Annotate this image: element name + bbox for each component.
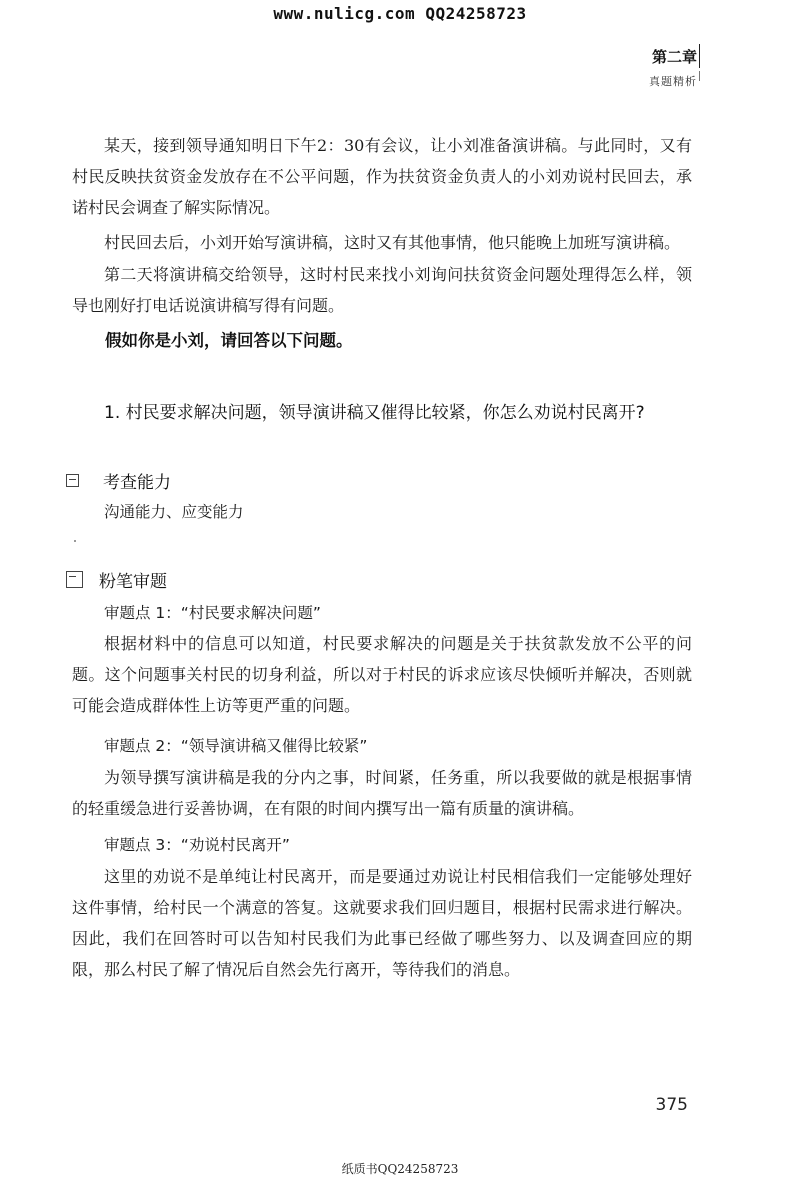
section-square-icon xyxy=(66,474,79,487)
material-paragraph-1: 某天，接到领导通知明日下午2：30有会议，让小刘准备演讲稿。与此同时，又有村民反映扶贫资金发放存在不公平问题，作为扶贫资金负责人的小刘劝说村民回去，承诺村民会调查了解实际情况。 xyxy=(72,136,692,217)
material-paragraph-3: 第二天将演讲稿交给领导，这时村民来找小刘询问扶贫资金问题处理得怎么样，领导也刚好打电话说演讲稿写得有问题。 xyxy=(72,265,692,315)
analysis-point-2-text: 为领导撰写演讲稿是我的分内之事，时间紧，任务重，所以我要做的就是根据事情的轻重缓急进行妥善协调，在有限的时间内撰写出一篇有质量的演讲稿。 xyxy=(72,768,692,818)
bottom-watermark: 纸质书QQ24258723 xyxy=(341,1162,459,1176)
material-prompt: 假如你是小刘，请回答以下问题。 xyxy=(105,331,353,350)
chapter-header xyxy=(649,46,697,89)
top-watermark: www.nulicg.com QQ24258723 xyxy=(273,4,527,23)
chapter-divider xyxy=(699,44,701,68)
analysis-point-3-text: 这里的劝说不是单纯让村民离开，而是要通过劝说让村民相信我们一定能够处理好这件事情，给村民一个满意的答复。这就要求我们回归题目，根据村民需求进行解决。因此，我们在回答时可以告知村民我们为此事已经做了哪些努力、以及调查回应的期限，那么村民了解了情况后自然会先行离开，等待我们的消息。 xyxy=(72,867,692,979)
analysis-heading-label: 粉笔审题 xyxy=(99,572,167,592)
analysis-point-1-text: 根据材料中的信息可以知道，村民要求解决的问题是关于扶贫款发放不公平的问题。这个问题事关村民的切身利益，所以对于村民的诉求应该尽快倾听并解决，否则就可能会造成群体性上访等更严重的问题。 xyxy=(72,634,692,715)
analysis-point-1-label: 审题点 1：“村民要求解决问题” xyxy=(104,604,321,622)
ability-heading xyxy=(66,468,171,493)
ability-content: 沟通能力、应变能力 xyxy=(104,503,244,521)
analysis-heading xyxy=(66,567,167,592)
chapter-title: 第二章 xyxy=(651,48,697,66)
analysis-point-2-label: 审题点 2：“领导演讲稿又催得比较紧” xyxy=(104,737,368,755)
chapter-subtitle: 真题精析 xyxy=(649,75,697,88)
speck-mark xyxy=(74,540,76,542)
chalk-square-icon xyxy=(66,571,83,588)
ability-heading-label: 考查能力 xyxy=(103,473,171,493)
material-paragraph-2: 村民回去后，小刘开始写演讲稿，这时又有其他事情，他只能晚上加班写演讲稿。 xyxy=(104,233,681,252)
analysis-point-3-label: 审题点 3：“劝说村民离开” xyxy=(104,836,290,854)
question-1: 1. 村民要求解决问题，领导演讲稿又催得比较紧，你怎么劝说村民离开? xyxy=(104,403,645,423)
chapter-divider-lower xyxy=(699,71,700,81)
page-number: 375 xyxy=(655,1095,688,1115)
